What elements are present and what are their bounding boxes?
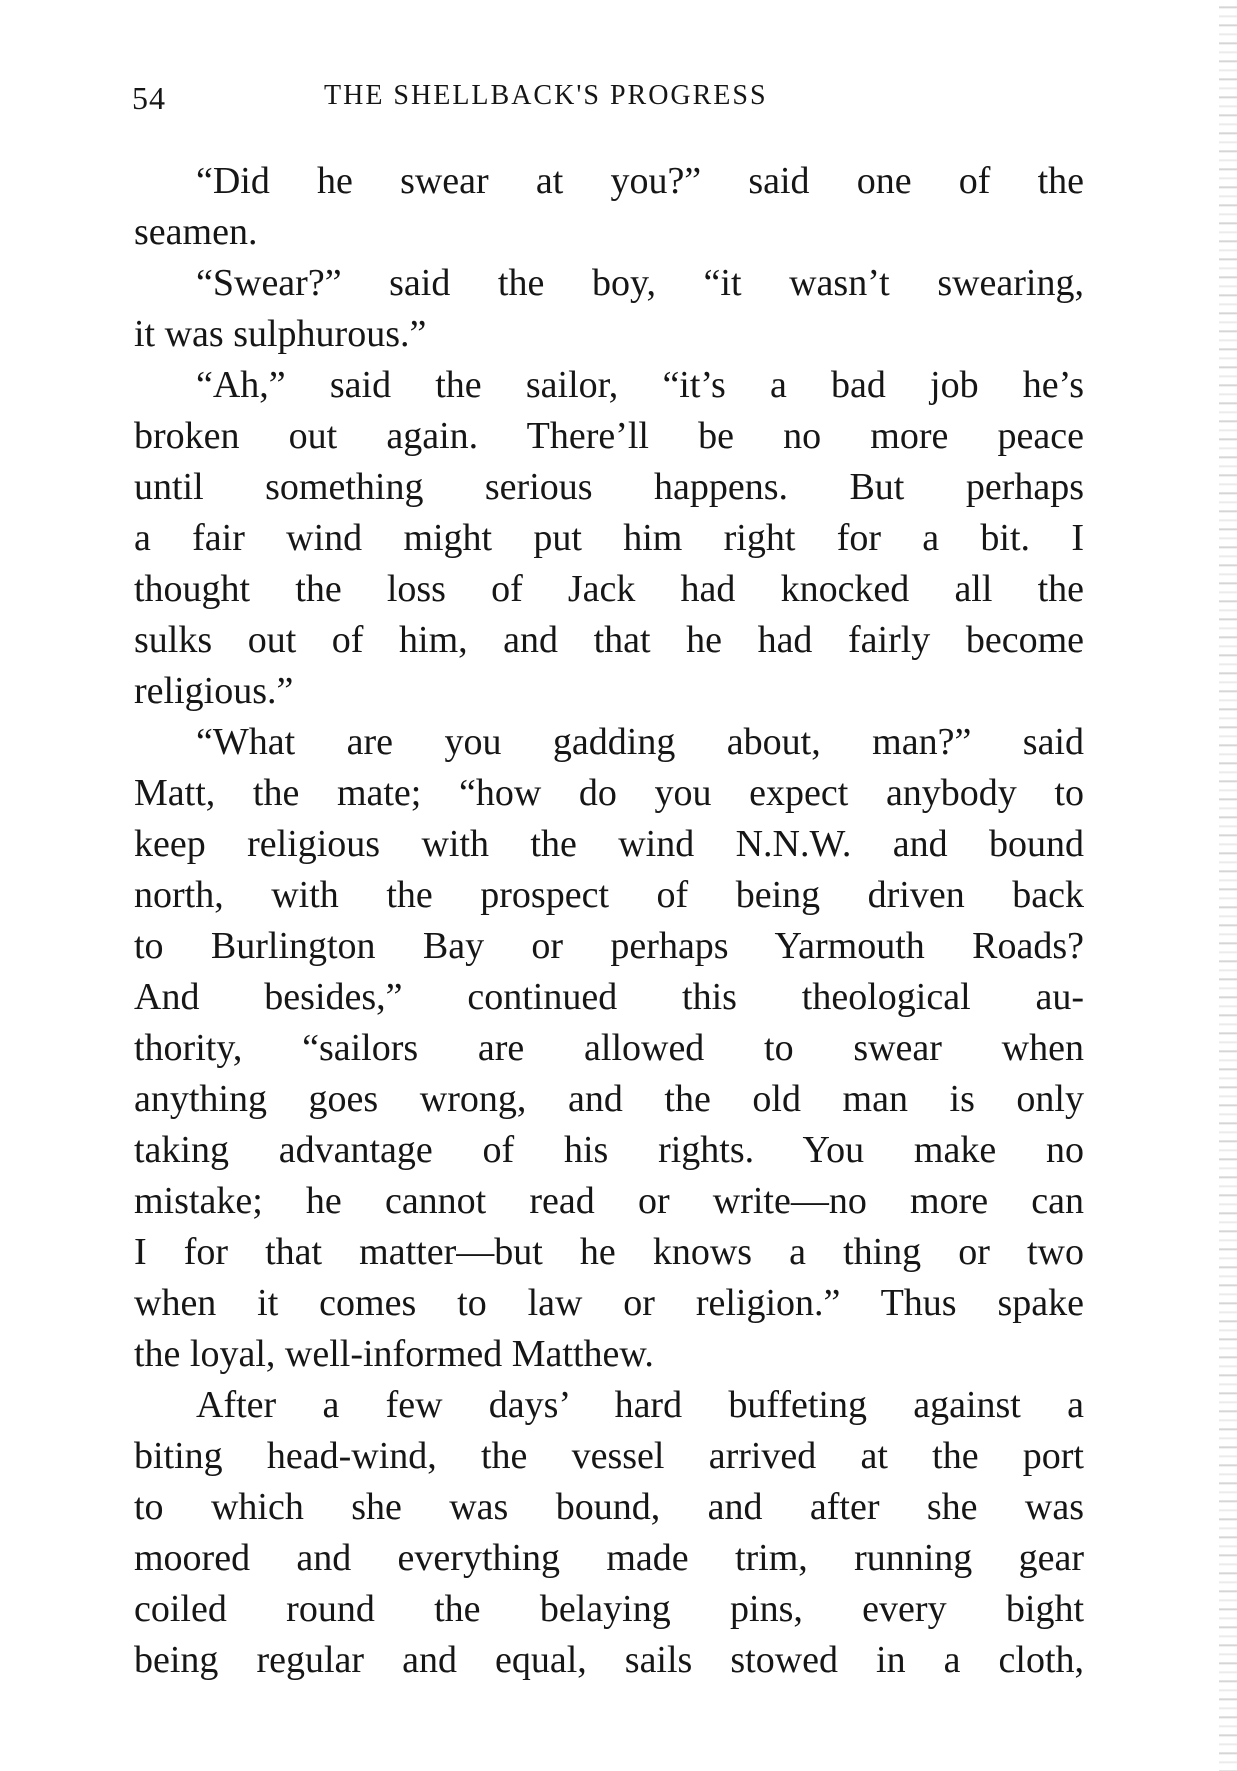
text-line: broken out again. There’ll be no more peace bbox=[134, 415, 1084, 457]
text-line: I for that matter—but he knows a thing or two bbox=[134, 1231, 1084, 1273]
text-line: mistake; he cannot read or write—no more can bbox=[134, 1180, 1084, 1222]
text-line: until something serious happens. But perhaps bbox=[134, 466, 1084, 508]
text-line: keep religious with the wind N.N.W. and bound bbox=[134, 823, 1084, 865]
text-line: moored and everything made trim, running gear bbox=[134, 1537, 1084, 1579]
body-text bbox=[134, 156, 1084, 1686]
text-line: After a few days’ hard buffeting against a bbox=[196, 1384, 1084, 1426]
text-line: a fair wind might put him right for a bit. I bbox=[134, 517, 1084, 559]
text-line: religious.” bbox=[134, 670, 294, 712]
text-line: “Ah,” said the sailor, “it’s a bad job he’s bbox=[196, 364, 1084, 406]
text-line: “What are you gadding about, man?” said bbox=[196, 721, 1084, 763]
text-line: to which she was bound, and after she was bbox=[134, 1486, 1084, 1528]
page-number: 54 bbox=[132, 80, 166, 116]
text-line: thority, “sailors are allowed to swear when bbox=[134, 1027, 1084, 1069]
text-line: to Burlington Bay or perhaps Yarmouth Roads? bbox=[134, 925, 1084, 967]
text-line: taking advantage of his rights. You make no bbox=[134, 1129, 1084, 1171]
text-line: north, with the prospect of being driven back bbox=[134, 874, 1084, 916]
text-line: Matt, the mate; “how do you expect anybody to bbox=[134, 772, 1084, 814]
text-line: “Did he swear at you?” said one of the bbox=[196, 160, 1084, 202]
text-line: biting head-wind, the vessel arrived at the port bbox=[134, 1435, 1084, 1477]
text-line: when it comes to law or religion.” Thus spake bbox=[134, 1282, 1084, 1324]
running-title: THE SHELLBACK'S PROGRESS bbox=[324, 80, 768, 111]
text-line: sulks out of him, and that he had fairly become bbox=[134, 619, 1084, 661]
text-line: it was sulphurous.” bbox=[134, 313, 427, 355]
page-header bbox=[132, 76, 1082, 126]
text-line: the loyal, well-informed Matthew. bbox=[134, 1333, 654, 1375]
text-line: And besides,” continued this theological au- bbox=[134, 976, 1084, 1018]
text-line: anything goes wrong, and the old man is only bbox=[134, 1078, 1084, 1120]
text-line: thought the loss of Jack had knocked all the bbox=[134, 568, 1084, 610]
text-line: being regular and equal, sails stowed in a cloth, bbox=[134, 1639, 1084, 1681]
text-line: coiled round the belaying pins, every bight bbox=[134, 1588, 1084, 1630]
text-line: “Swear?” said the boy, “it wasn’t swearing, bbox=[196, 262, 1084, 304]
page-edge-shadow bbox=[1219, 0, 1237, 1771]
text-line: seamen. bbox=[134, 211, 258, 253]
